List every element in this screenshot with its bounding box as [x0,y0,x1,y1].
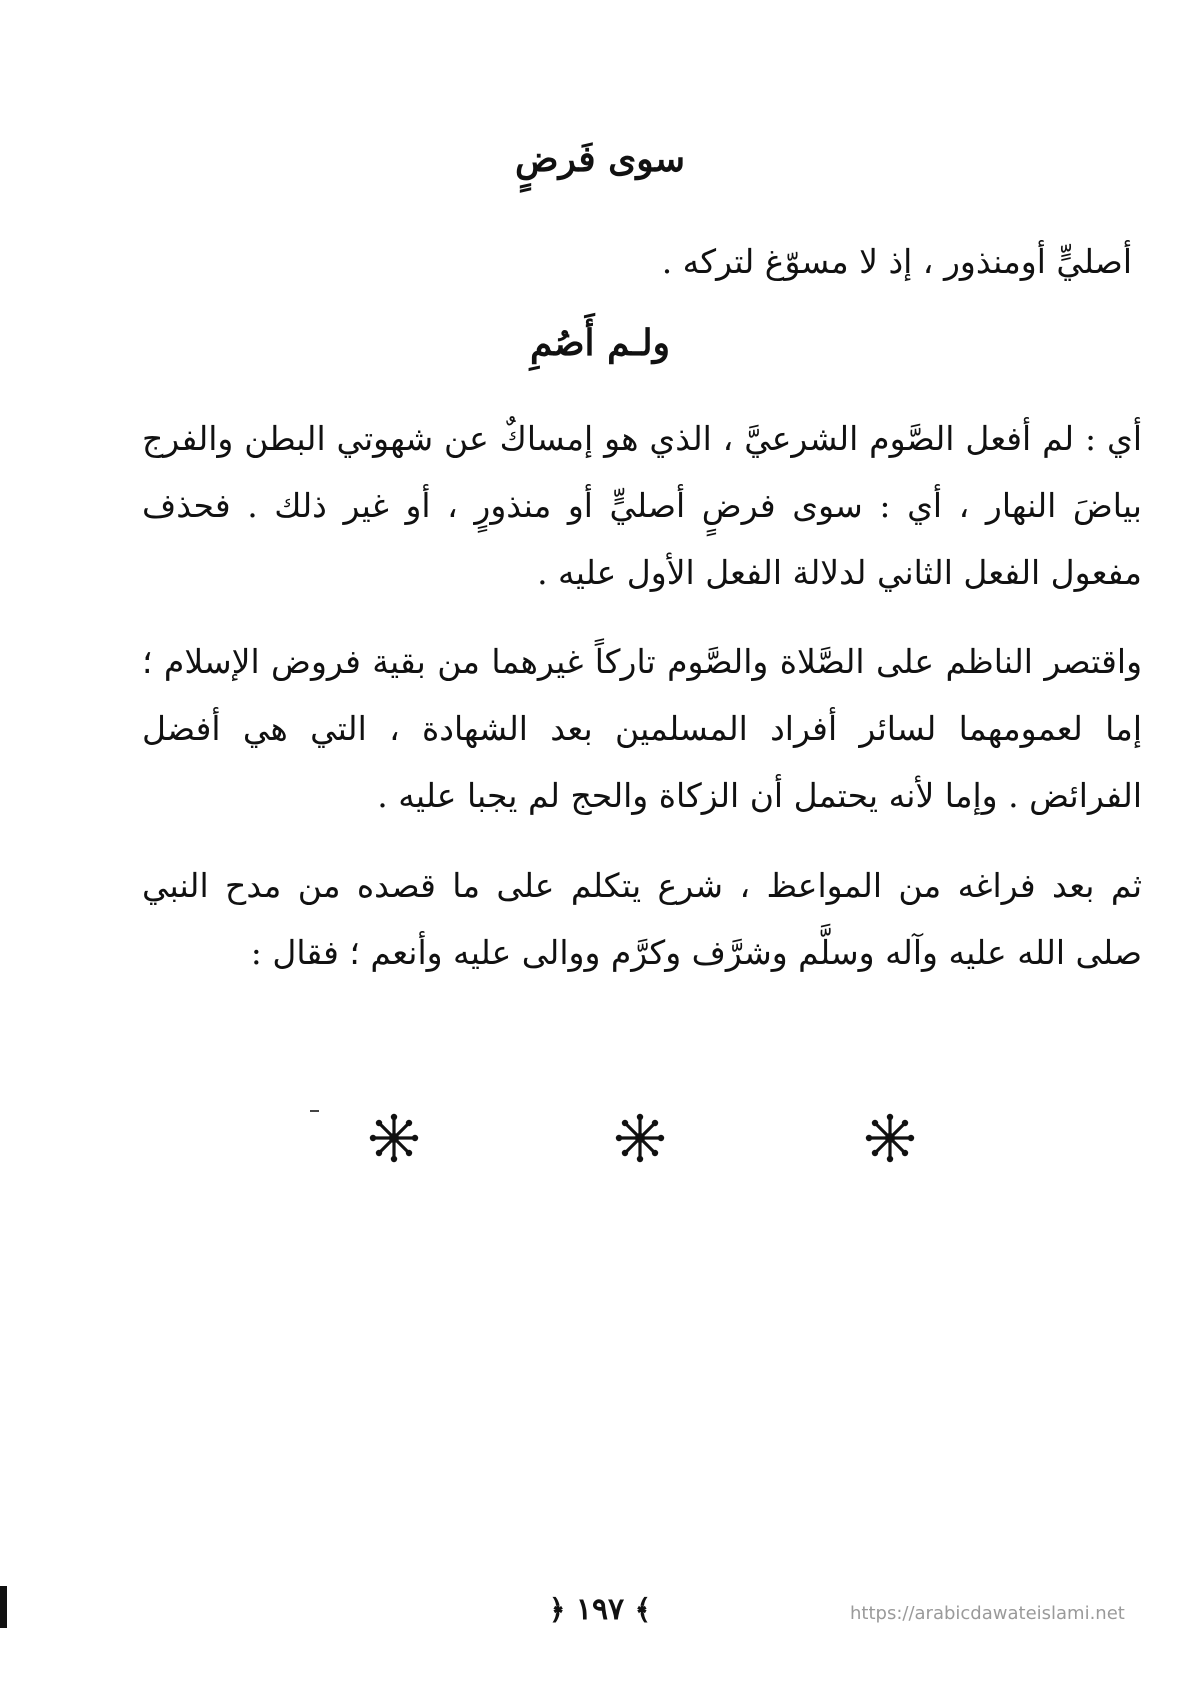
paragraph-1: أي : لم أفعل الصَّوم الشرعيَّ ، الذي هو إمساكٌ عن شهوتي البطن والفرج بياضَ النهار ، أي : سوى فرضٍ أصليٍّ أو منذورٍ ، أو غير ذلك . فحذف مفعول الفعل الثاني لدلالة الفعل الأول عليه . [142,419,1142,592]
section-divider [0,1112,1200,1172]
scan-edge-mark [0,1586,7,1628]
verse-heading-2: ولـم أَصُمِ [530,322,670,364]
asterisk-ornament-icon [864,1112,916,1164]
asterisk-ornament-icon [614,1112,666,1164]
paragraph-first: أصليٍّ أومنذور ، إذ لا مسوّغ لتركه . [661,242,1132,281]
page-number-close-brace: ﴾ [634,1593,652,1626]
watermark-url: https://arabicdawateislami.net [850,1603,1125,1624]
page-number-open-brace: ﴿ [548,1593,566,1626]
asterisk-ornament-icon [368,1112,420,1164]
verse-heading-1: سوى فَرضٍ [514,138,686,180]
page-number-value: ١٩٧ [575,1592,625,1627]
paragraph-3: ثم بعد فراغه من المواعظ ، شرع يتكلم على ما قصده من مدح النبي صلى الله عليه وآله وسلَّم وشرَّف وكرَّم ووالى عليه وأنعم ؛ فقال : [142,866,1142,972]
paragraph-2: واقتصر الناظم على الصَّلاة والصَّوم تاركاً غيرهما من بقية فروض الإسلام ؛ إما لعمومهما لسائر أفراد المسلمين بعد الشهادة ، التي هي أفضل الفرائض . وإما لأنه يحتمل أن الزكاة والحج لم يجبا عليه . [142,642,1142,815]
